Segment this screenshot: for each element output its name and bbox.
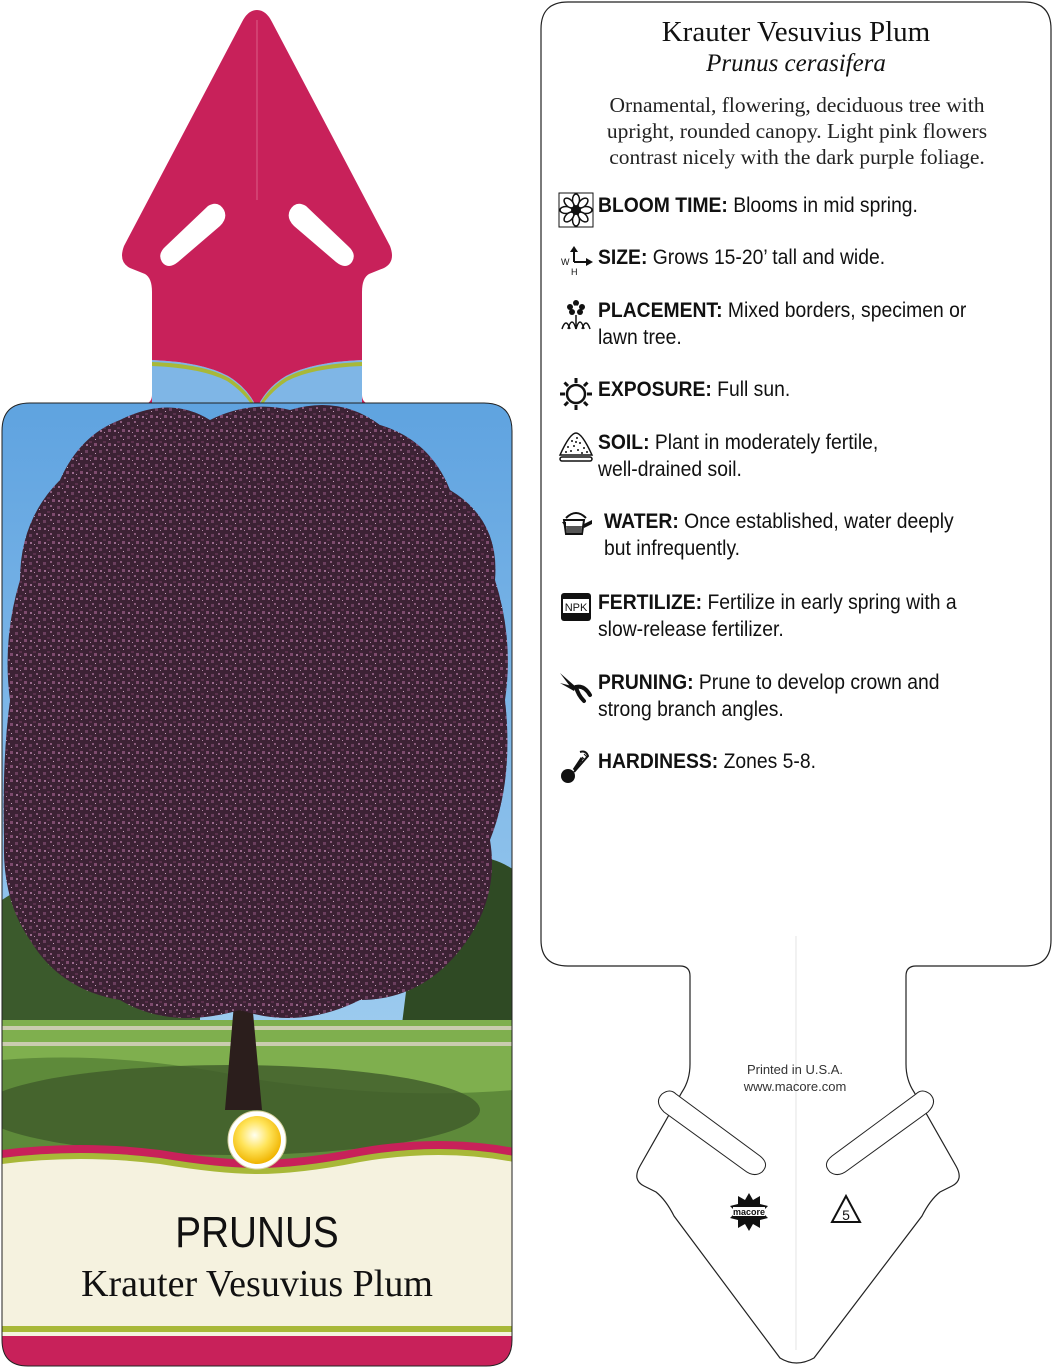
- info-value: strong branch angles.: [598, 698, 784, 721]
- garden-plants-icon: [558, 297, 594, 333]
- back-description-line: Ornamental, flowering, deciduous tree with: [609, 93, 985, 117]
- info-label: WATER:: [604, 510, 679, 533]
- soil-pile-icon: [558, 429, 594, 465]
- info-value: Blooms in mid spring.: [733, 194, 918, 217]
- info-soil-text: [598, 429, 1003, 483]
- tree-canopy: [4, 405, 508, 1018]
- info-value: Full sun.: [717, 378, 791, 401]
- front-bottom-magenta-band: [2, 1336, 514, 1369]
- info-hardiness-text: [598, 748, 1003, 775]
- info-value: Grows 15-20’ tall and wide.: [652, 246, 886, 269]
- info-value: Fertilize in early spring with a: [707, 591, 957, 614]
- info-value: Zones 5-8.: [723, 750, 816, 773]
- recycle-number: 5: [842, 1207, 850, 1223]
- info-size-text: [598, 244, 1003, 271]
- info-label: BLOOM TIME:: [598, 194, 728, 217]
- full-sun-icon: [228, 1111, 286, 1169]
- front-bottom-green-stripe: [2, 1326, 514, 1332]
- info-fertilize-text: [598, 589, 1003, 643]
- thermometer-icon: [558, 748, 594, 784]
- info-exposure-text: [598, 376, 1003, 403]
- back-title: Krauter Vesuvius Plum: [661, 16, 931, 48]
- info-value: lawn tree.: [598, 326, 682, 349]
- info-value: slow-release fertilizer.: [598, 618, 784, 641]
- pruning-shears-icon: [558, 669, 594, 705]
- info-label: PLACEMENT:: [598, 299, 723, 322]
- info-label: SOIL:: [598, 431, 650, 454]
- back-latin-name: Prunus cerasifera: [706, 50, 886, 77]
- info-placement-text: [598, 297, 1003, 351]
- info-label: FERTILIZE:: [598, 591, 703, 614]
- size-icon-h: H: [571, 267, 578, 277]
- printed-info: [690, 1061, 900, 1095]
- fertilizer-bag-icon: [558, 589, 594, 625]
- front-tag: [0, 10, 514, 1369]
- sun-icon: [558, 376, 594, 412]
- back-description: [555, 92, 1039, 170]
- info-water-text: [604, 508, 1009, 562]
- info-pruning-text: [598, 669, 1003, 723]
- info-value: Plant in moderately fertile,: [654, 431, 879, 454]
- watering-can-icon: [558, 508, 594, 544]
- info-label: PRUNING:: [598, 671, 694, 694]
- size-icon-w: W: [561, 257, 570, 267]
- back-description-line: upright, rounded canopy. Light pink flowers: [606, 119, 988, 143]
- info-label: SIZE:: [598, 246, 648, 269]
- info-value: well-drained soil.: [598, 458, 742, 481]
- printed-country: Printed in U.S.A.: [746, 1062, 844, 1077]
- front-common-name: Krauter Vesuvius Plum: [81, 1263, 433, 1305]
- printed-website: www.macore.com: [743, 1079, 847, 1094]
- info-value: Mixed borders, specimen or: [727, 299, 967, 322]
- info-value: Once established, water deeply: [684, 510, 954, 533]
- macore-logo-text: macore: [732, 1207, 766, 1217]
- info-label: EXPOSURE:: [598, 378, 712, 401]
- back-description-line: contrast nicely with the dark purple foliage.: [609, 145, 985, 169]
- info-label: HARDINESS:: [598, 750, 719, 773]
- info-bloom-time-text: [598, 192, 1003, 219]
- flower-icon: [558, 192, 594, 228]
- info-value: Prune to develop crown and: [698, 671, 940, 694]
- front-genus: PRUNUS: [175, 1208, 339, 1257]
- info-value: but infrequently.: [604, 537, 741, 560]
- size-arrows-icon: [558, 244, 594, 280]
- fertilizer-npk-label: NPK: [564, 602, 588, 614]
